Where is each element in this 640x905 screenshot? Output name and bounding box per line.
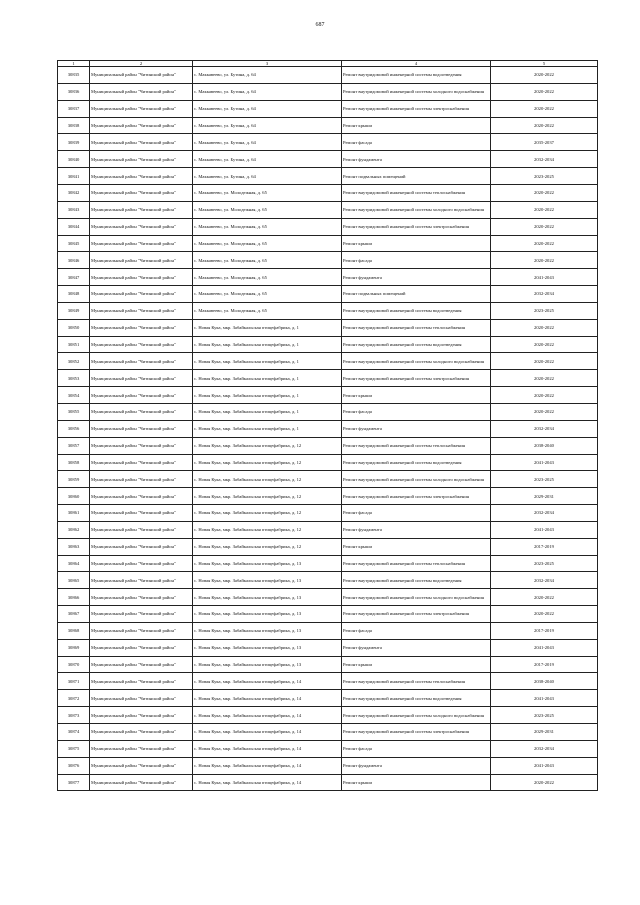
cell-work-type: Ремонт внутридомовой инженерной системы водоотведения	[342, 336, 491, 353]
cell-work-type: Ремонт фасада	[342, 622, 491, 639]
cell-id: 30873	[58, 707, 90, 724]
cell-period: 2020-2022	[491, 589, 598, 606]
cell-work-type: Ремонт внутридомовой инженерной системы холодного водоснабжения	[342, 707, 491, 724]
cell-work-type: Ремонт внутридомовой инженерной системы водоотведения	[342, 572, 491, 589]
cell-address: с. Маккавеево, ул. Бутина, д. 64	[193, 151, 342, 168]
table-row	[58, 235, 598, 252]
cell-district: Муниципальный район "Читинский район"	[90, 555, 193, 572]
cell-period: 2023-2025	[491, 707, 598, 724]
cell-id: 30852	[58, 353, 90, 370]
cell-work-type: Ремонт внутридомовой инженерной системы теплоснабжения	[342, 555, 491, 572]
cell-id: 30875	[58, 740, 90, 757]
cell-period: 2032-2034	[491, 740, 598, 757]
table-row	[58, 185, 598, 202]
cell-id: 30870	[58, 656, 90, 673]
table-row	[58, 521, 598, 538]
cell-work-type: Ремонт фундамента	[342, 639, 491, 656]
cell-id: 30872	[58, 690, 90, 707]
cell-id: 30854	[58, 387, 90, 404]
cell-address: с. Новая Кука, мкр. Забайкальская птицефабрика, д. 12	[193, 521, 342, 538]
cell-id: 30859	[58, 471, 90, 488]
table-row	[58, 505, 598, 522]
table-row	[58, 252, 598, 269]
table-row	[58, 117, 598, 134]
cell-district: Муниципальный район "Читинский район"	[90, 707, 193, 724]
cell-work-type: Ремонт фасада	[342, 403, 491, 420]
column-header-4: 4	[342, 61, 491, 67]
cell-address: с. Маккавеево, ул. Бутина, д. 64	[193, 117, 342, 134]
cell-period: 2020-2022	[491, 201, 598, 218]
cell-period: 2032-2034	[491, 420, 598, 437]
cell-address: с. Новая Кука, мкр. Забайкальская птицефабрика, д. 1	[193, 420, 342, 437]
cell-period: 2032-2034	[491, 505, 598, 522]
cell-period: 2023-2025	[491, 302, 598, 319]
cell-address: с. Новая Кука, мкр. Забайкальская птицефабрика, д. 13	[193, 589, 342, 606]
cell-district: Муниципальный район "Читинский район"	[90, 521, 193, 538]
cell-id: 30839	[58, 134, 90, 151]
cell-id: 30877	[58, 774, 90, 791]
cell-district: Муниципальный район "Читинский район"	[90, 471, 193, 488]
cell-period: 2020-2022	[491, 252, 598, 269]
cell-period: 2041-2043	[491, 690, 598, 707]
cell-district: Муниципальный район "Читинский район"	[90, 774, 193, 791]
cell-period: 2023-2025	[491, 555, 598, 572]
cell-address: с. Маккавеево, ул. Бутина, д. 64	[193, 168, 342, 185]
table-row	[58, 656, 598, 673]
cell-period: 2041-2043	[491, 521, 598, 538]
cell-period: 2032-2034	[491, 286, 598, 303]
table-row	[58, 572, 598, 589]
cell-work-type: Ремонт фасада	[342, 740, 491, 757]
cell-address: с. Новая Кука, мкр. Забайкальская птицефабрика, д. 14	[193, 707, 342, 724]
table-row	[58, 589, 598, 606]
cell-address: с. Новая Кука, мкр. Забайкальская птицефабрика, д. 13	[193, 622, 342, 639]
cell-work-type: Ремонт фасада	[342, 505, 491, 522]
cell-district: Муниципальный район "Читинский район"	[90, 83, 193, 100]
cell-address: с. Новая Кука, мкр. Забайкальская птицефабрика, д. 1	[193, 319, 342, 336]
table-row	[58, 555, 598, 572]
cell-address: с. Новая Кука, мкр. Забайкальская птицефабрика, д. 14	[193, 740, 342, 757]
table-body	[58, 67, 598, 791]
cell-period: 2020-2022	[491, 83, 598, 100]
cell-work-type: Ремонт крыши	[342, 774, 491, 791]
cell-period: 2020-2022	[491, 100, 598, 117]
cell-id: 30868	[58, 622, 90, 639]
cell-id: 30851	[58, 336, 90, 353]
cell-period: 2041-2043	[491, 269, 598, 286]
table-row	[58, 471, 598, 488]
cell-district: Муниципальный район "Читинский район"	[90, 319, 193, 336]
cell-district: Муниципальный район "Читинский район"	[90, 690, 193, 707]
cell-address: с. Новая Кука, мкр. Забайкальская птицефабрика, д. 12	[193, 538, 342, 555]
cell-period: 2020-2022	[491, 218, 598, 235]
cell-id: 30848	[58, 286, 90, 303]
cell-address: с. Маккавеево, ул. Молодежная, д. 65	[193, 185, 342, 202]
cell-work-type: Ремонт фундамента	[342, 151, 491, 168]
cell-work-type: Ремонт внутридомовой инженерной системы водоотведения	[342, 690, 491, 707]
cell-id: 30857	[58, 437, 90, 454]
cell-id: 30867	[58, 606, 90, 623]
table-row	[58, 437, 598, 454]
cell-address: с. Новая Кука, мкр. Забайкальская птицефабрика, д. 1	[193, 353, 342, 370]
table-row	[58, 538, 598, 555]
cell-district: Муниципальный район "Читинский район"	[90, 488, 193, 505]
cell-district: Муниципальный район "Читинский район"	[90, 235, 193, 252]
table-row	[58, 403, 598, 420]
cell-work-type: Ремонт крыши	[342, 538, 491, 555]
cell-period: 2020-2022	[491, 336, 598, 353]
table-row	[58, 83, 598, 100]
table-row	[58, 218, 598, 235]
cell-district: Муниципальный район "Читинский район"	[90, 269, 193, 286]
cell-period: 2023-2025	[491, 471, 598, 488]
cell-id: 30871	[58, 673, 90, 690]
table-row	[58, 100, 598, 117]
cell-period: 2032-2034	[491, 151, 598, 168]
cell-period: 2038-2040	[491, 437, 598, 454]
cell-address: с. Новая Кука, мкр. Забайкальская птицефабрика, д. 13	[193, 572, 342, 589]
cell-address: с. Новая Кука, мкр. Забайкальская птицефабрика, д. 13	[193, 656, 342, 673]
cell-work-type: Ремонт крыши	[342, 117, 491, 134]
cell-district: Муниципальный район "Читинский район"	[90, 454, 193, 471]
table-row	[58, 774, 598, 791]
column-header-5: 5	[491, 61, 598, 67]
cell-district: Муниципальный район "Читинский район"	[90, 100, 193, 117]
cell-address: с. Маккавеево, ул. Молодежная, д. 65	[193, 252, 342, 269]
cell-address: с. Новая Кука, мкр. Забайкальская птицефабрика, д. 1	[193, 370, 342, 387]
cell-work-type: Ремонт внутридомовой инженерной системы теплоснабжения	[342, 185, 491, 202]
cell-work-type: Ремонт внутридомовой инженерной системы теплоснабжения	[342, 673, 491, 690]
cell-district: Муниципальный район "Читинский район"	[90, 302, 193, 319]
cell-id: 30853	[58, 370, 90, 387]
cell-period: 2038-2040	[491, 673, 598, 690]
table-row	[58, 420, 598, 437]
table-row	[58, 387, 598, 404]
cell-id: 30847	[58, 269, 90, 286]
cell-id: 30864	[58, 555, 90, 572]
cell-id: 30836	[58, 83, 90, 100]
cell-period: 2035-2037	[491, 134, 598, 151]
cell-district: Муниципальный район "Читинский район"	[90, 673, 193, 690]
table-row	[58, 286, 598, 303]
cell-address: с. Новая Кука, мкр. Забайкальская птицефабрика, д. 1	[193, 336, 342, 353]
cell-id: 30841	[58, 168, 90, 185]
table-row	[58, 302, 598, 319]
cell-address: с. Маккавеево, ул. Молодежная, д. 65	[193, 286, 342, 303]
cell-district: Муниципальный район "Читинский район"	[90, 252, 193, 269]
cell-district: Муниципальный район "Читинский район"	[90, 117, 193, 134]
cell-period: 2029-2031	[491, 488, 598, 505]
table-row	[58, 454, 598, 471]
table-row	[58, 757, 598, 774]
cell-address: с. Новая Кука, мкр. Забайкальская птицефабрика, д. 12	[193, 471, 342, 488]
cell-id: 30869	[58, 639, 90, 656]
cell-district: Муниципальный район "Читинский район"	[90, 286, 193, 303]
cell-address: с. Новая Кука, мкр. Забайкальская птицефабрика, д. 14	[193, 774, 342, 791]
table-row	[58, 370, 598, 387]
cell-address: с. Новая Кука, мкр. Забайкальская птицефабрика, д. 13	[193, 639, 342, 656]
cell-work-type: Ремонт фундамента	[342, 420, 491, 437]
cell-district: Муниципальный район "Читинский район"	[90, 656, 193, 673]
cell-address: с. Маккавеево, ул. Бутина, д. 64	[193, 100, 342, 117]
table-row	[58, 740, 598, 757]
cell-work-type: Ремонт подвальных помещений	[342, 286, 491, 303]
cell-address: с. Новая Кука, мкр. Забайкальская птицефабрика, д. 12	[193, 505, 342, 522]
cell-work-type: Ремонт крыши	[342, 656, 491, 673]
cell-district: Муниципальный район "Читинский район"	[90, 67, 193, 84]
cell-work-type: Ремонт фасада	[342, 252, 491, 269]
cell-id: 30863	[58, 538, 90, 555]
cell-address: с. Новая Кука, мкр. Забайкальская птицефабрика, д. 12	[193, 454, 342, 471]
cell-id: 30866	[58, 589, 90, 606]
cell-work-type: Ремонт фундамента	[342, 757, 491, 774]
cell-address: с. Новая Кука, мкр. Забайкальская птицефабрика, д. 14	[193, 690, 342, 707]
cell-work-type: Ремонт внутридомовой инженерной системы электроснабжения	[342, 488, 491, 505]
cell-id: 30865	[58, 572, 90, 589]
cell-id: 30858	[58, 454, 90, 471]
cell-work-type: Ремонт внутридомовой инженерной системы водоотведения	[342, 67, 491, 84]
cell-district: Муниципальный район "Читинский район"	[90, 606, 193, 623]
cell-work-type: Ремонт подвальных помещений	[342, 168, 491, 185]
cell-work-type: Ремонт фасада	[342, 134, 491, 151]
cell-address: с. Маккавеево, ул. Молодежная, д. 65	[193, 201, 342, 218]
cell-period: 2017-2019	[491, 622, 598, 639]
table-row	[58, 134, 598, 151]
cell-period: 2020-2022	[491, 319, 598, 336]
cell-district: Муниципальный район "Читинский район"	[90, 622, 193, 639]
cell-district: Муниципальный район "Читинский район"	[90, 437, 193, 454]
cell-district: Муниципальный район "Читинский район"	[90, 572, 193, 589]
cell-work-type: Ремонт внутридомовой инженерной системы электроснабжения	[342, 370, 491, 387]
cell-period: 2041-2043	[491, 454, 598, 471]
cell-work-type: Ремонт внутридомовой инженерной системы электроснабжения	[342, 606, 491, 623]
cell-work-type: Ремонт крыши	[342, 235, 491, 252]
cell-id: 30856	[58, 420, 90, 437]
cell-work-type: Ремонт внутридомовой инженерной системы холодного водоснабжения	[342, 353, 491, 370]
cell-address: с. Новая Кука, мкр. Забайкальская птицефабрика, д. 1	[193, 387, 342, 404]
table-row	[58, 690, 598, 707]
table-row	[58, 168, 598, 185]
cell-id: 30837	[58, 100, 90, 117]
cell-address: с. Новая Кука, мкр. Забайкальская птицефабрика, д. 12	[193, 488, 342, 505]
cell-district: Муниципальный район "Читинский район"	[90, 639, 193, 656]
page-number: 687	[315, 22, 325, 28]
cell-period: 2029-2031	[491, 724, 598, 741]
cell-district: Муниципальный район "Читинский район"	[90, 589, 193, 606]
cell-period: 2020-2022	[491, 117, 598, 134]
cell-id: 30860	[58, 488, 90, 505]
cell-district: Муниципальный район "Читинский район"	[90, 403, 193, 420]
cell-period: 2020-2022	[491, 353, 598, 370]
cell-district: Муниципальный район "Читинский район"	[90, 757, 193, 774]
cell-period: 2041-2043	[491, 757, 598, 774]
cell-address: с. Маккавеево, ул. Бутина, д. 64	[193, 134, 342, 151]
cell-district: Муниципальный район "Читинский район"	[90, 353, 193, 370]
table-row	[58, 707, 598, 724]
cell-district: Муниципальный район "Читинский район"	[90, 218, 193, 235]
cell-district: Муниципальный район "Читинский район"	[90, 420, 193, 437]
cell-period: 2020-2022	[491, 606, 598, 623]
cell-id: 30835	[58, 67, 90, 84]
table-row	[58, 639, 598, 656]
cell-id: 30849	[58, 302, 90, 319]
cell-work-type: Ремонт внутридомовой инженерной системы электроснабжения	[342, 724, 491, 741]
cell-address: с. Маккавеево, ул. Молодежная, д. 65	[193, 235, 342, 252]
table-row	[58, 353, 598, 370]
table-row	[58, 201, 598, 218]
cell-district: Муниципальный район "Читинский район"	[90, 185, 193, 202]
cell-work-type: Ремонт фундамента	[342, 269, 491, 286]
cell-district: Муниципальный район "Читинский район"	[90, 740, 193, 757]
cell-id: 30850	[58, 319, 90, 336]
cell-address: с. Новая Кука, мкр. Забайкальская птицефабрика, д. 14	[193, 673, 342, 690]
cell-address: с. Новая Кука, мкр. Забайкальская птицефабрика, д. 13	[193, 606, 342, 623]
cell-period: 2020-2022	[491, 370, 598, 387]
cell-period: 2017-2019	[491, 538, 598, 555]
cell-address: с. Маккавеево, ул. Молодежная, д. 65	[193, 302, 342, 319]
cell-id: 30843	[58, 201, 90, 218]
cell-period: 2020-2022	[491, 185, 598, 202]
cell-work-type: Ремонт внутридомовой инженерной системы холодного водоснабжения	[342, 471, 491, 488]
cell-id: 30855	[58, 403, 90, 420]
cell-address: с. Новая Кука, мкр. Забайкальская птицефабрика, д. 12	[193, 437, 342, 454]
cell-district: Муниципальный район "Читинский район"	[90, 151, 193, 168]
cell-period: 2020-2022	[491, 774, 598, 791]
table-row	[58, 606, 598, 623]
cell-address: с. Новая Кука, мкр. Забайкальская птицефабрика, д. 14	[193, 757, 342, 774]
cell-district: Муниципальный район "Читинский район"	[90, 201, 193, 218]
cell-work-type: Ремонт фундамента	[342, 521, 491, 538]
column-header-1: 1	[58, 61, 90, 67]
cell-id: 30845	[58, 235, 90, 252]
cell-address: с. Маккавеево, ул. Молодежная, д. 65	[193, 218, 342, 235]
cell-address: с. Новая Кука, мкр. Забайкальская птицефабрика, д. 13	[193, 555, 342, 572]
cell-id: 30842	[58, 185, 90, 202]
table-row	[58, 673, 598, 690]
cell-id: 30838	[58, 117, 90, 134]
table-row	[58, 151, 598, 168]
table-row	[58, 269, 598, 286]
cell-id: 30876	[58, 757, 90, 774]
cell-work-type: Ремонт внутридомовой инженерной системы теплоснабжения	[342, 437, 491, 454]
cell-address: с. Маккавеево, ул. Бутина, д. 64	[193, 83, 342, 100]
cell-work-type: Ремонт внутридомовой инженерной системы водоотведения	[342, 454, 491, 471]
registry-table	[57, 60, 598, 791]
cell-work-type: Ремонт внутридомовой инженерной системы теплоснабжения	[342, 319, 491, 336]
cell-period: 2020-2022	[491, 403, 598, 420]
table-row	[58, 488, 598, 505]
cell-period: 2023-2025	[491, 168, 598, 185]
cell-period: 2041-2043	[491, 639, 598, 656]
cell-district: Муниципальный район "Читинский район"	[90, 370, 193, 387]
table-row	[58, 319, 598, 336]
cell-period: 2020-2022	[491, 67, 598, 84]
cell-district: Муниципальный район "Читинский район"	[90, 168, 193, 185]
cell-id: 30861	[58, 505, 90, 522]
table-row	[58, 67, 598, 84]
cell-work-type: Ремонт внутридомовой инженерной системы электроснабжения	[342, 100, 491, 117]
cell-period: 2020-2022	[491, 387, 598, 404]
cell-id: 30846	[58, 252, 90, 269]
cell-address: с. Новая Кука, мкр. Забайкальская птицефабрика, д. 1	[193, 403, 342, 420]
cell-work-type: Ремонт внутридомовой инженерной системы электроснабжения	[342, 218, 491, 235]
column-header-2: 2	[90, 61, 193, 67]
cell-district: Муниципальный район "Читинский район"	[90, 724, 193, 741]
cell-period: 2017-2019	[491, 656, 598, 673]
cell-address: с. Новая Кука, мкр. Забайкальская птицефабрика, д. 14	[193, 724, 342, 741]
column-header-3: 3	[193, 61, 342, 67]
cell-work-type: Ремонт внутридомовой инженерной системы холодного водоснабжения	[342, 589, 491, 606]
cell-period: 2020-2022	[491, 235, 598, 252]
cell-work-type: Ремонт внутридомовой инженерной системы холодного водоснабжения	[342, 83, 491, 100]
table-row	[58, 622, 598, 639]
cell-id: 30840	[58, 151, 90, 168]
cell-id: 30874	[58, 724, 90, 741]
cell-work-type: Ремонт внутридомовой инженерной системы водоотведения	[342, 302, 491, 319]
cell-period: 2032-2034	[491, 572, 598, 589]
cell-district: Муниципальный район "Читинский район"	[90, 505, 193, 522]
cell-work-type: Ремонт внутридомовой инженерной системы холодного водоснабжения	[342, 201, 491, 218]
cell-district: Муниципальный район "Читинский район"	[90, 387, 193, 404]
table-row	[58, 724, 598, 741]
cell-address: с. Маккавеево, ул. Молодежная, д. 65	[193, 269, 342, 286]
cell-id: 30862	[58, 521, 90, 538]
table-row	[58, 336, 598, 353]
cell-id: 30844	[58, 218, 90, 235]
cell-address: с. Маккавеево, ул. Бутина, д. 64	[193, 67, 342, 84]
cell-district: Муниципальный район "Читинский район"	[90, 336, 193, 353]
cell-district: Муниципальный район "Читинский район"	[90, 134, 193, 151]
cell-district: Муниципальный район "Читинский район"	[90, 538, 193, 555]
cell-work-type: Ремонт крыши	[342, 387, 491, 404]
